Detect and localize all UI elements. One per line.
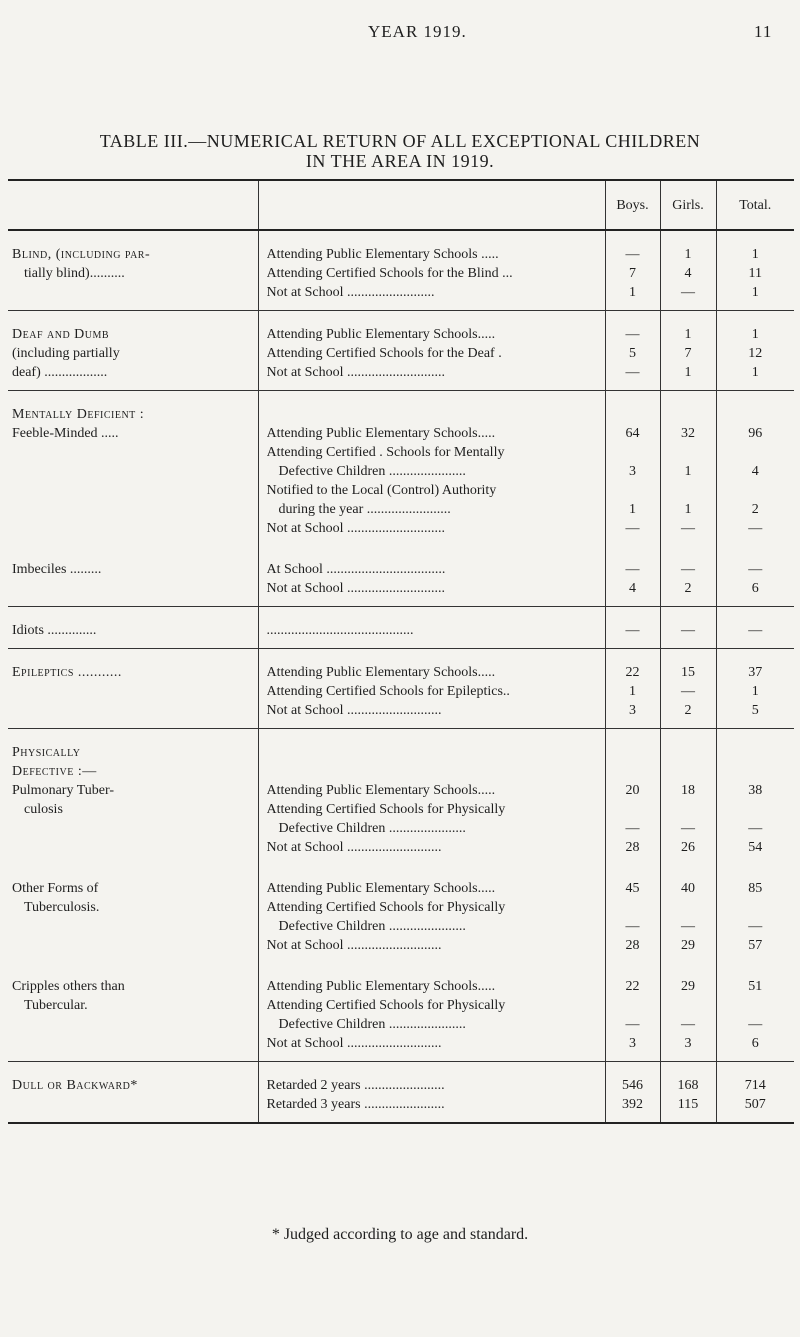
category-other-tuberculosis: Other Forms of Tuberculosis.: [12, 881, 100, 915]
total-feeble-minded: 96 4 2 —: [716, 391, 794, 547]
girls-epileptics: 15 — 2: [660, 649, 716, 729]
girls-pulmonary-tuberculosis: 18 — 26: [660, 729, 716, 866]
group-imbeciles: [8, 546, 794, 607]
descriptions-pulmonary-tuberculosis: Attending Public Elementary Schools..... Attending Certified Schools for Physically Defective Children ...................... Not at School ...........................: [258, 729, 605, 866]
total-idiots: —: [716, 607, 794, 649]
total-blind: 1 11 1: [716, 230, 794, 311]
girls-other-tuberculosis: 40 — 29: [660, 865, 716, 963]
total-imbeciles: — 6: [716, 546, 794, 607]
category-blind: Blind, (including par- tially blind)..........: [8, 230, 258, 311]
group-feeble-minded: [8, 391, 794, 547]
category-deaf: Deaf and Dumb (including partially deaf) ..................: [8, 311, 258, 391]
page-number: 11: [754, 22, 773, 41]
descriptions-cripples: Attending Public Elementary Schools..... Attending Certified Schools for Physically Defective Children ...................... Not at School ...........................: [258, 963, 605, 1062]
total-epileptics: 37 1 5: [716, 649, 794, 729]
descriptions-feeble-minded: Attending Public Elementary Schools..... Attending Certified . Schools for Mentally Defective Children ...................... Notified to the Local (Control) Authority during the year ........................ Not at School ............................: [258, 391, 605, 547]
header-row: [8, 180, 794, 230]
group-pulmonary-tuberculosis: [8, 729, 794, 866]
footnote: * Judged according to age and standard.: [271, 1226, 529, 1243]
category-imbeciles: Imbeciles .........: [8, 546, 258, 607]
header-category: [8, 180, 258, 230]
table-title-line-2: IN THE AREA IN 1919.: [305, 151, 495, 171]
total-dull-backward: 714 507: [716, 1062, 794, 1124]
group-blind: [8, 230, 794, 311]
descriptions-blind: Attending Public Elementary Schools ..... Attending Certified Schools for the Blind ... Not at School .........................: [258, 230, 605, 311]
descriptions-epileptics: Attending Public Elementary Schools..... Attending Certified Schools for Epileptics.. Not at School ...........................: [258, 649, 605, 729]
category-dull-backward: Dull or Backward*: [8, 1062, 258, 1124]
group-cripples: [8, 963, 794, 1062]
girls-feeble-minded: 32 1 1 —: [660, 391, 716, 547]
category-feeble-minded: Mentally Deficient : Feeble-Minded .....: [12, 407, 145, 441]
running-head-year: YEAR 1919.: [368, 22, 467, 41]
boys-deaf: — 5 —: [605, 311, 660, 391]
group-deaf: [8, 311, 794, 391]
header-description: [258, 180, 605, 230]
girls-imbeciles: — 2: [660, 546, 716, 607]
header-boys: Boys.: [605, 180, 660, 230]
header-total: Total.: [716, 180, 794, 230]
running-head: [0, 18, 800, 48]
group-other-tuberculosis: [8, 865, 794, 963]
exceptional-children-table: [8, 179, 794, 1124]
descriptions-idiots: ..........................................: [258, 607, 605, 649]
category-epileptics: Epileptics ...........: [8, 649, 258, 729]
boys-cripples: 22 — 3: [605, 963, 660, 1062]
boys-idiots: —: [605, 607, 660, 649]
category-cripples: Cripples others than Tubercular.: [8, 963, 258, 1062]
girls-dull-backward: 168 115: [660, 1062, 716, 1124]
girls-deaf: 1 7 1: [660, 311, 716, 391]
header-girls: Girls.: [660, 180, 716, 230]
descriptions-deaf: Attending Public Elementary Schools..... Attending Certified Schools for the Deaf . Not at School ............................: [258, 311, 605, 391]
boys-epileptics: 22 1 3: [605, 649, 660, 729]
category-idiots: Idiots ..............: [8, 607, 258, 649]
boys-other-tuberculosis: 45 — 28: [605, 865, 660, 963]
total-other-tuberculosis: 85 — 57: [716, 865, 794, 963]
descriptions-dull-backward: Retarded 2 years ....................... Retarded 3 years .......................: [258, 1062, 605, 1124]
total-pulmonary-tuberculosis: 38 — 54: [716, 729, 794, 866]
boys-blind: — 7 1: [605, 230, 660, 311]
category-pulmonary-tuberculosis: Physically Defective :— Pulmonary Tuber- culosis: [12, 745, 115, 817]
boys-feeble-minded: 64 3 1 —: [605, 391, 660, 547]
girls-blind: 1 4 —: [660, 230, 716, 311]
table-title-line-1: TABLE III.—NUMERICAL RETURN OF ALL EXCEPTIONAL CHILDREN: [99, 131, 701, 151]
group-dull-backward: [8, 1062, 794, 1124]
descriptions-other-tuberculosis: Attending Public Elementary Schools..... Attending Certified Schools for Physically Defective Children ...................... Not at School ...........................: [258, 865, 605, 963]
descriptions-imbeciles: At School .................................. Not at School ............................: [258, 546, 605, 607]
girls-idiots: —: [660, 607, 716, 649]
boys-dull-backward: 546 392: [605, 1062, 660, 1124]
boys-imbeciles: — 4: [605, 546, 660, 607]
girls-cripples: 29 — 3: [660, 963, 716, 1062]
table-title: [40, 131, 760, 171]
total-cripples: 51 — 6: [716, 963, 794, 1062]
boys-pulmonary-tuberculosis: 20 — 28: [605, 729, 660, 866]
total-deaf: 1 12 1: [716, 311, 794, 391]
group-epileptics: [8, 649, 794, 729]
group-idiots: [8, 607, 794, 649]
